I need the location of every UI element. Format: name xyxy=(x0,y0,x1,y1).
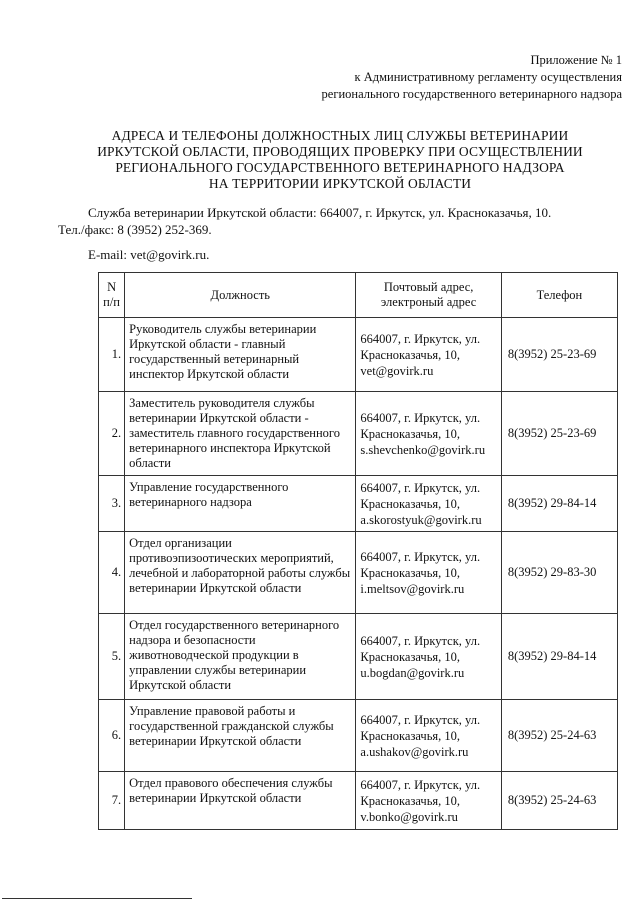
row-position: Управление правовой работы и государственной гражданской службы ветеринарии Иркутской области xyxy=(125,700,356,772)
table-row xyxy=(99,614,618,700)
row-address: 664007, г. Иркутск, ул. Красноказачья, 10, s.shevchenko@govirk.ru xyxy=(356,392,501,476)
row-num: 3. xyxy=(99,476,125,532)
table-header-row xyxy=(99,273,618,318)
row-address: 664007, г. Иркутск, ул. Красноказачья, 10, vet@govirk.ru xyxy=(356,318,501,392)
header-address: Почтовый адрес, электроный адрес xyxy=(356,273,501,318)
row-position: Отдел государственного ветеринарного надзора и безопасности животноводческой продукции в управлении службы ветеринарии Иркутской области xyxy=(125,614,356,700)
footnote-divider xyxy=(2,898,192,899)
row-num: 1. xyxy=(99,318,125,392)
service-email: E-mail: vet@govirk.ru. xyxy=(88,247,210,262)
appendix-number: Приложение № 1 xyxy=(530,53,622,67)
title-line-2: ИРКУТСКОЙ ОБЛАСТИ, ПРОВОДЯЩИХ ПРОВЕРКУ ПРИ ОСУЩЕСТВЛЕНИИ xyxy=(97,144,583,159)
title-line-3: РЕГИОНАЛЬНОГО ГОСУДАРСТВЕННОГО ВЕТЕРИНАРНОГО НАДЗОРА xyxy=(115,160,565,175)
document-title xyxy=(60,128,620,192)
row-address: 664007, г. Иркутск, ул. Красноказачья, 10, i.meltsov@govirk.ru xyxy=(356,532,501,614)
table-row xyxy=(99,318,618,392)
contacts-table xyxy=(98,272,618,830)
row-num: 2. xyxy=(99,392,125,476)
row-position: Руководитель службы ветеринарии Иркутской области - главный государственный ветеринарный инспектор Иркутской области xyxy=(125,318,356,392)
appendix-line-2: к Административному регламенту осуществления xyxy=(354,70,622,84)
row-num: 6. xyxy=(99,700,125,772)
row-num: 7. xyxy=(99,772,125,830)
title-line-4: НА ТЕРРИТОРИИ ИРКУТСКОЙ ОБЛАСТИ xyxy=(208,176,472,191)
appendix-header xyxy=(202,52,622,103)
row-address: 664007, г. Иркутск, ул. Красноказачья, 10, a.ushakov@govirk.ru xyxy=(356,700,501,772)
row-num: 5. xyxy=(99,614,125,700)
row-position: Отдел правового обеспечения службы ветеринарии Иркутской области xyxy=(125,772,356,830)
row-phone: 8(3952) 25-24-63 xyxy=(501,772,617,830)
row-phone: 8(3952) 29-84-14 xyxy=(501,614,617,700)
appendix-line-3: регионального государственного ветеринарного надзора xyxy=(321,87,622,101)
row-position: Заместитель руководителя службы ветеринарии Иркутской области - заместитель главного государственного ветеринарного инспектора Иркутской области xyxy=(125,392,356,476)
row-address: 664007, г. Иркутск, ул. Красноказачья, 10, a.skorostyuk@govirk.ru xyxy=(356,476,501,532)
row-address: 664007, г. Иркутск, ул. Красноказачья, 10, u.bogdan@govirk.ru xyxy=(356,614,501,700)
table-row xyxy=(99,532,618,614)
row-phone: 8(3952) 29-83-30 xyxy=(501,532,617,614)
table-row xyxy=(99,392,618,476)
service-address: Служба ветеринарии Иркутской области: 664007, г. Иркутск, ул. Красноказачья, 10. xyxy=(88,205,552,220)
row-phone: 8(3952) 25-23-69 xyxy=(501,392,617,476)
header-phone: Телефон xyxy=(501,273,617,318)
header-position: Должность xyxy=(125,273,356,318)
header-num: N п/п xyxy=(99,273,125,318)
row-address: 664007, г. Иркутск, ул. Красноказачья, 10, v.bonko@govirk.ru xyxy=(356,772,501,830)
title-line-1: АДРЕСА И ТЕЛЕФОНЫ ДОЛЖНОСТНЫХ ЛИЦ СЛУЖБЫ ВЕТЕРИНАРИИ xyxy=(111,128,569,143)
row-num: 4. xyxy=(99,532,125,614)
row-position: Управление государственного ветеринарного надзора xyxy=(125,476,356,532)
row-position: Отдел организации противоэпизоотических мероприятий, лечебной и лабораторной работы службы ветеринарии Иркутской области xyxy=(125,532,356,614)
table-row xyxy=(99,476,618,532)
table-row xyxy=(99,772,618,830)
row-phone: 8(3952) 25-23-69 xyxy=(501,318,617,392)
row-phone: 8(3952) 25-24-63 xyxy=(501,700,617,772)
service-phone: Тел./факс: 8 (3952) 252-369. xyxy=(58,222,212,237)
table-row xyxy=(99,700,618,772)
row-phone: 8(3952) 29-84-14 xyxy=(501,476,617,532)
